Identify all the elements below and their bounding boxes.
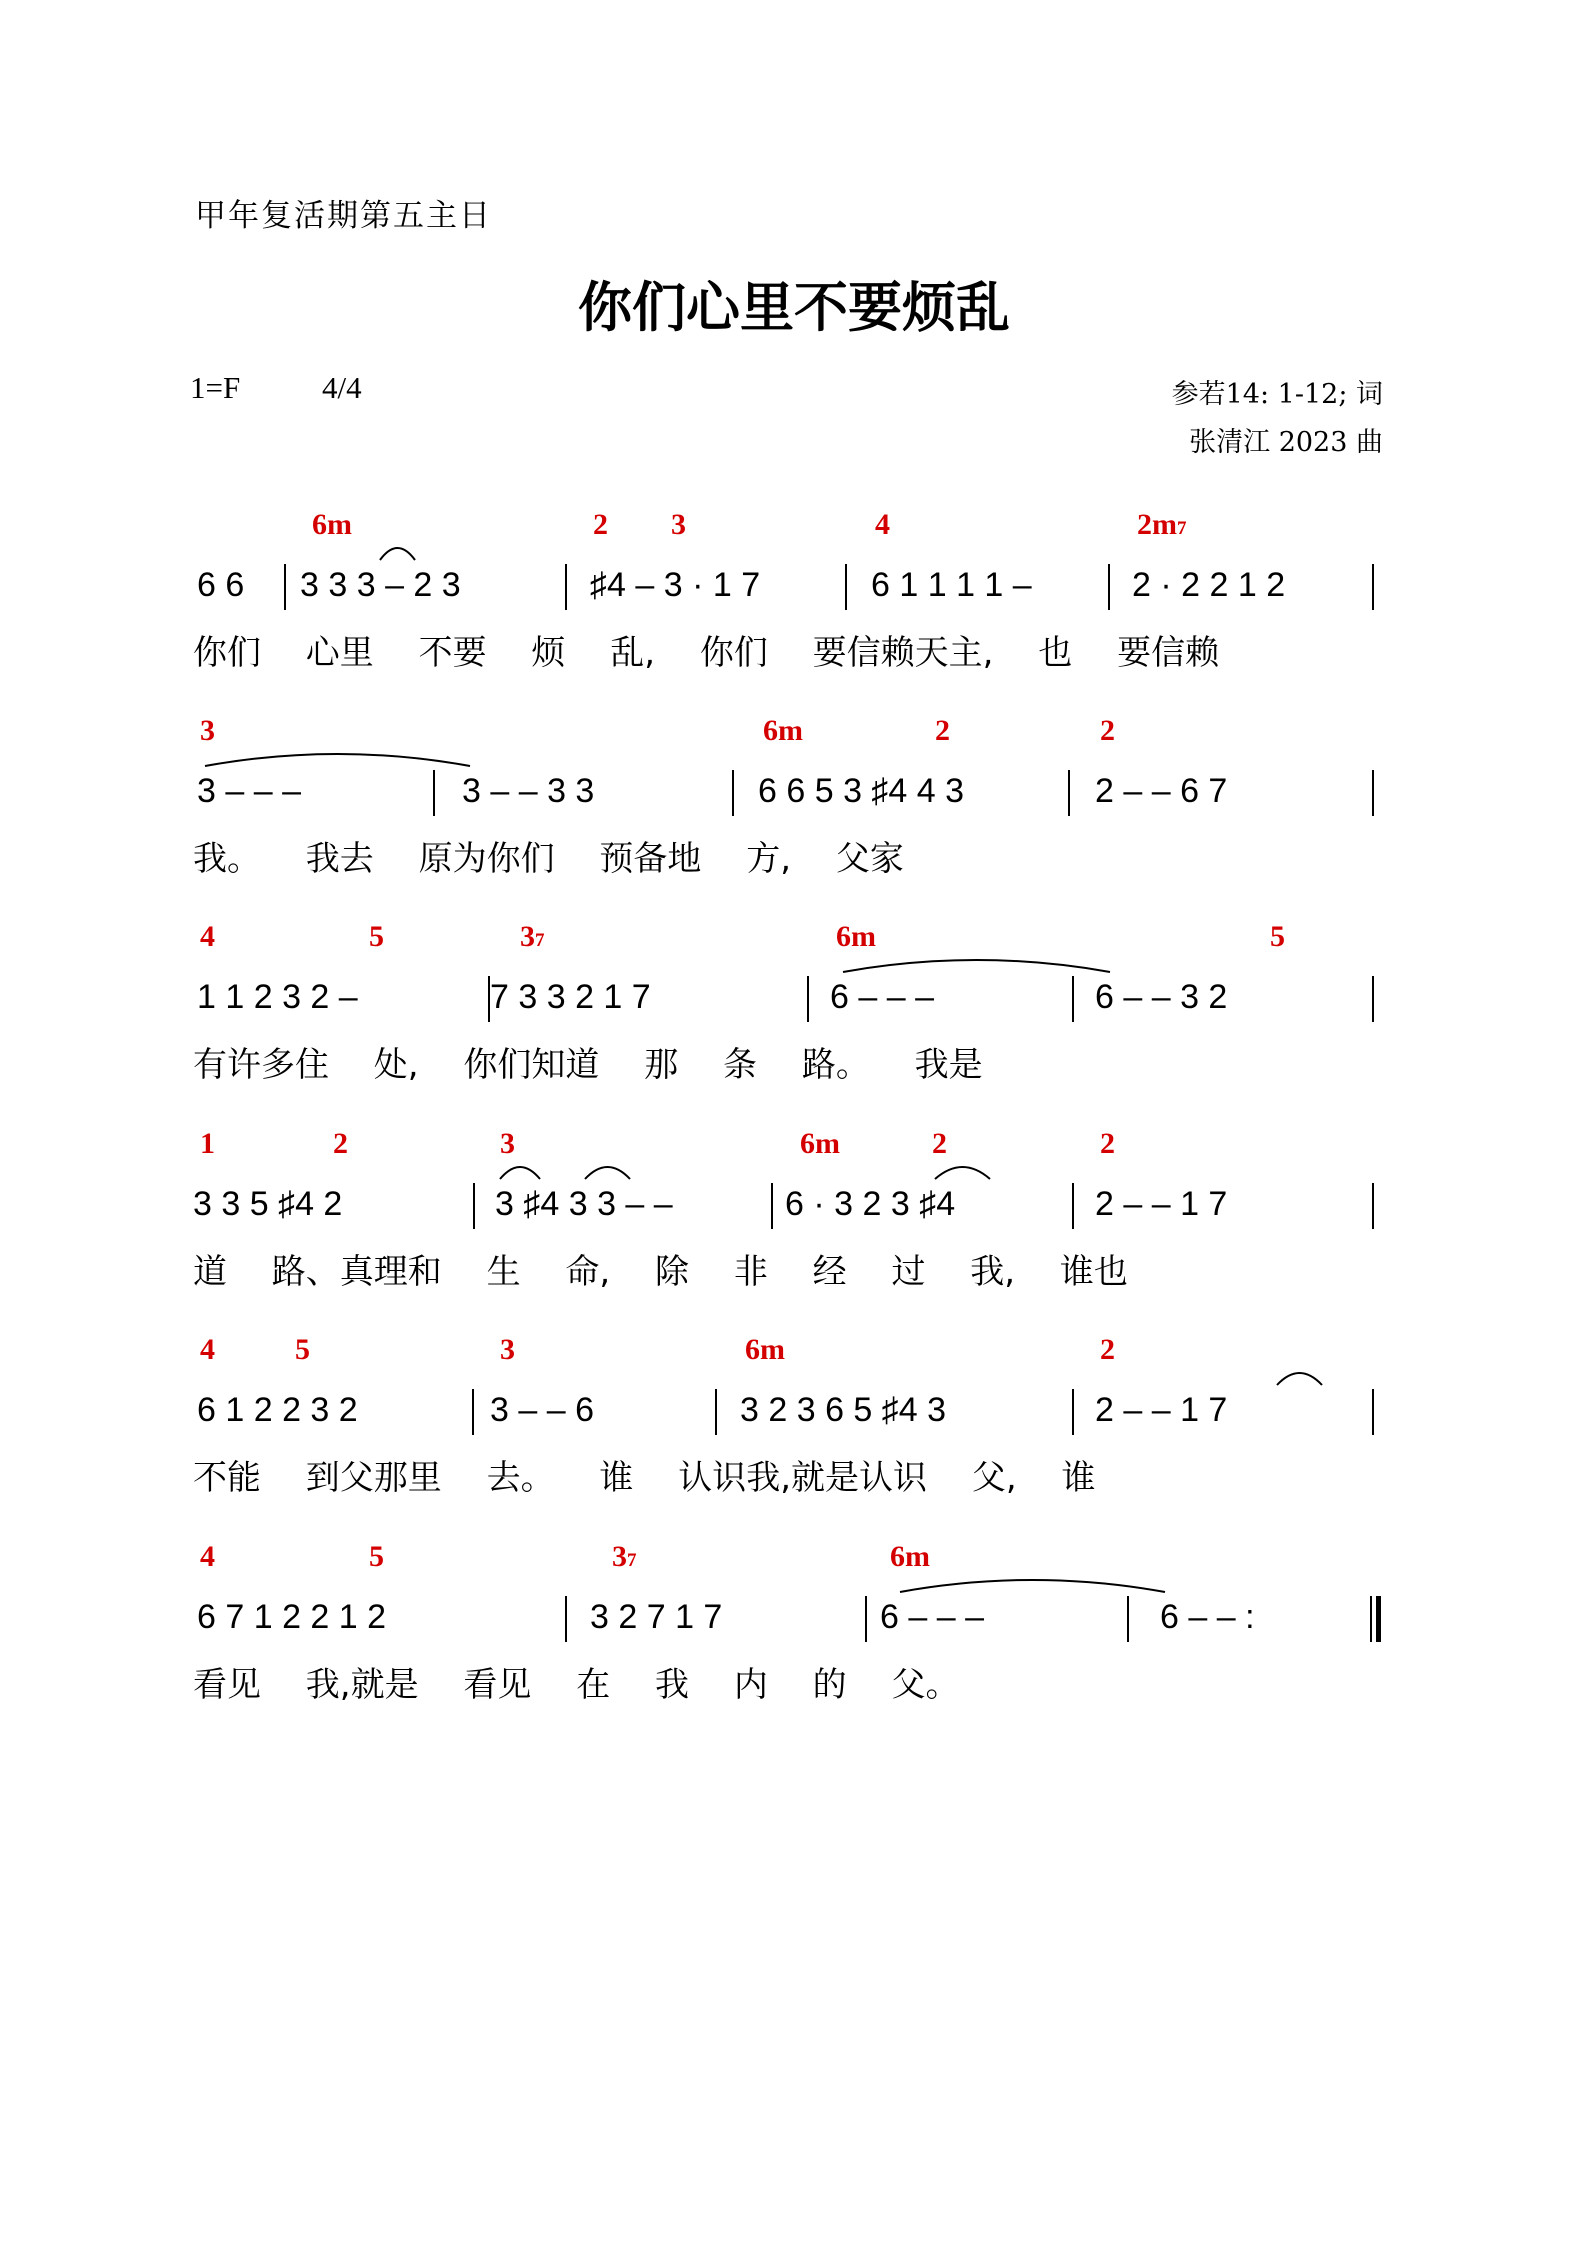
chord-symbol: 4 bbox=[875, 508, 890, 541]
chord-symbol: 6m bbox=[890, 1540, 930, 1573]
note-measure: 6 1 2 2 3 2 bbox=[197, 1391, 358, 1429]
slur-mark bbox=[843, 960, 1110, 972]
note-measure: 6 – – – bbox=[830, 978, 934, 1016]
note-measure: 2 · 2 2 1 2 bbox=[1132, 566, 1286, 604]
note-measure: 3 3 3 – 2 3 bbox=[300, 566, 461, 604]
slur-mark bbox=[205, 754, 470, 766]
lyricist-credit: 参若14: 1-12; 词 bbox=[1171, 379, 1383, 410]
chord-symbol: 3 bbox=[500, 1127, 515, 1160]
note-measure: 6 – – – bbox=[880, 1598, 984, 1636]
lyric-line: 我。 我去 原为你们 预备地 方, 父家 bbox=[193, 839, 904, 879]
lyric-line: 有许多住 处, 你们知道 那 条 路。 我是 bbox=[193, 1045, 983, 1085]
slur-mark bbox=[935, 1167, 990, 1179]
time-signature: 4/4 bbox=[322, 370, 362, 405]
chord-symbol: 4 bbox=[200, 920, 215, 953]
note-measure: 6 1 1 1 1 – bbox=[871, 566, 1032, 604]
chord-symbol: 4 bbox=[200, 1540, 215, 1573]
note-measure: 3 – – – bbox=[197, 772, 301, 810]
chord-symbol: 2 bbox=[935, 714, 950, 747]
chord-symbol: 6m bbox=[745, 1333, 785, 1366]
chord-symbol: 3 bbox=[671, 508, 686, 541]
note-measure: 7 3 3 2 1 7 bbox=[490, 978, 651, 1016]
chord-symbol: 4 bbox=[200, 1333, 215, 1366]
chord-symbol: 6m bbox=[800, 1127, 840, 1160]
chord-symbol: 2 bbox=[333, 1127, 348, 1160]
note-measure: 3 3 5 ♯4 2 bbox=[193, 1185, 343, 1223]
chord-symbol: 6m bbox=[763, 714, 803, 747]
chord-symbol: 5 bbox=[295, 1333, 310, 1366]
slur-mark bbox=[1277, 1373, 1322, 1385]
song-title: 你们心里不要烦乱 bbox=[578, 276, 1010, 339]
note-measure: 2 – – 6 7 bbox=[1095, 772, 1228, 810]
occasion-label: 甲年复活期第五主日 bbox=[195, 198, 492, 234]
note-measure: 3 ♯4 3 3 – – bbox=[495, 1185, 673, 1223]
note-measure: 1 1 2 3 2 – bbox=[197, 978, 358, 1016]
note-measure: 2 – – 1 7 bbox=[1095, 1391, 1228, 1429]
note-measure: 3 – – 6 bbox=[490, 1391, 594, 1429]
composer-credit: 张清江 2023 曲 bbox=[1189, 427, 1383, 458]
chord-symbol: 5 bbox=[369, 920, 384, 953]
lyric-line: 看见 我,就是 看见 在 我 内 的 父。 bbox=[193, 1665, 960, 1705]
chord-symbol: 2 bbox=[1100, 1127, 1115, 1160]
lyric-line: 道 路、真理和 生 命, 除 非 经 过 我, 谁也 bbox=[193, 1252, 1128, 1292]
note-measure: 3 2 3 6 5 ♯4 3 bbox=[740, 1391, 947, 1429]
chord-symbol: 3 bbox=[200, 714, 215, 747]
chord-symbol: 2 bbox=[932, 1127, 947, 1160]
chord-symbol: 2m7 bbox=[1137, 508, 1187, 541]
chord-symbol: 2 bbox=[1100, 1333, 1115, 1366]
chord-symbol: 3 bbox=[500, 1333, 515, 1366]
slur-mark bbox=[500, 1167, 540, 1179]
chord-symbol: 37 bbox=[520, 920, 545, 953]
note-measure: 3 2 7 1 7 bbox=[590, 1598, 723, 1636]
chord-symbol: 1 bbox=[200, 1127, 215, 1160]
note-measure: 6 · 3 2 3 ♯4 bbox=[785, 1185, 956, 1223]
note-measure: 6 6 bbox=[197, 566, 245, 604]
lyric-line: 不能 到父那里 去。 谁 认识我,就是认识 父, 谁 bbox=[193, 1458, 1096, 1498]
note-measure: ♯4 – 3 · 1 7 bbox=[590, 566, 761, 604]
lyric-line: 你们 心里 不要 烦 乱, 你们 要信赖天主, 也 要信赖 bbox=[193, 633, 1220, 673]
chord-symbol: 2 bbox=[593, 508, 608, 541]
note-measure: 6 – – : bbox=[1160, 1598, 1255, 1636]
note-measure: 6 6 5 3 ♯4 4 3 bbox=[758, 772, 965, 810]
note-measure: 6 7 1 2 2 1 2 bbox=[197, 1598, 387, 1636]
chord-symbol: 5 bbox=[369, 1540, 384, 1573]
slur-mark bbox=[900, 1580, 1165, 1592]
note-measure: 6 – – 3 2 bbox=[1095, 978, 1228, 1016]
slur-mark bbox=[380, 548, 415, 560]
chord-symbol: 2 bbox=[1100, 714, 1115, 747]
chord-symbol: 5 bbox=[1270, 920, 1285, 953]
chord-symbol: 37 bbox=[612, 1540, 637, 1573]
chord-symbol: 6m bbox=[836, 920, 876, 953]
key-signature: 1=F bbox=[190, 370, 241, 405]
note-measure: 3 – – 3 3 bbox=[462, 772, 595, 810]
note-measure: 2 – – 1 7 bbox=[1095, 1185, 1228, 1223]
chord-symbol: 6m bbox=[312, 508, 352, 541]
slur-mark bbox=[585, 1167, 630, 1179]
